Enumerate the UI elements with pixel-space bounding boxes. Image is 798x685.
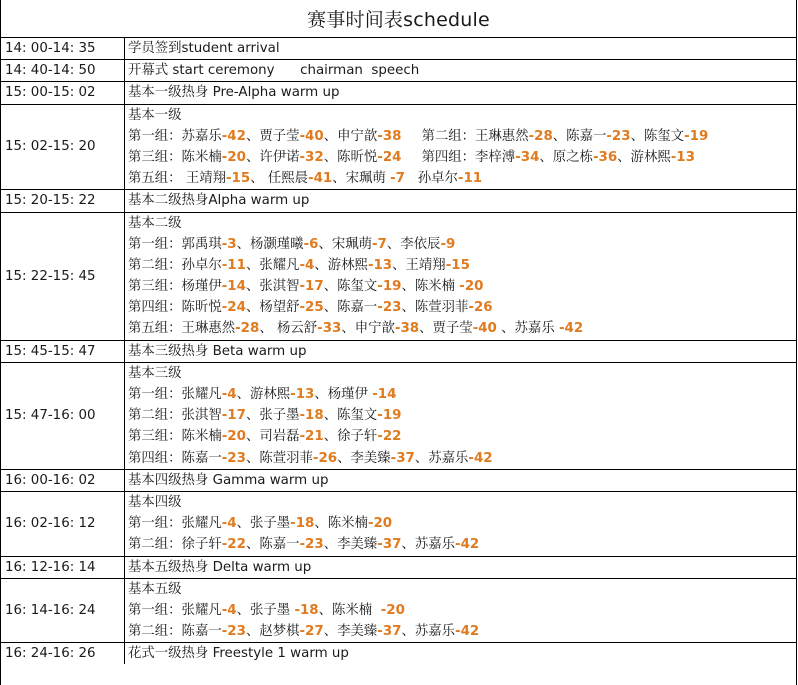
event-cell <box>125 60 797 82</box>
schedule-row <box>1 643 796 665</box>
participant-number: -23 <box>377 300 402 316</box>
text-segment: 、杨灏瑾曦 <box>236 236 304 252</box>
time-cell: 16: 00-16: 02 <box>1 469 125 491</box>
group-line <box>128 534 792 555</box>
participant-number: -11 <box>221 257 246 273</box>
participant-number: -23 <box>221 450 246 466</box>
participant-number: -24 <box>377 149 402 165</box>
participant-number: -19 <box>684 128 709 144</box>
participant-number: -36 <box>592 149 618 165</box>
participant-number: -3 <box>221 236 237 252</box>
group-line <box>128 276 792 297</box>
event-title <box>128 363 792 384</box>
time-cell: 16: 12-16: 14 <box>1 556 125 578</box>
text-segment: 、申宁歆 <box>341 321 395 337</box>
participant-number: -22 <box>377 429 402 445</box>
participant-number: -9 <box>440 236 456 252</box>
event-cell <box>125 491 797 556</box>
schedule-table <box>1 38 796 664</box>
text-segment: 第五组： 王靖翔 <box>128 171 226 187</box>
text-segment: 开幕式 start ceremony chairman speech <box>128 63 420 79</box>
participant-number: -4 <box>221 602 237 618</box>
participant-number: -22 <box>221 537 246 553</box>
schedule-rows <box>1 38 796 664</box>
text-segment: 、张子墨 <box>245 408 300 424</box>
event-title <box>128 38 792 59</box>
group-line <box>128 126 792 147</box>
group-line <box>128 621 792 642</box>
text-segment: 、司岩磊 <box>245 429 300 445</box>
group-line <box>128 255 792 276</box>
event-title <box>128 579 792 600</box>
text-segment: 、王靖翔 <box>392 257 446 273</box>
schedule-row <box>1 556 796 578</box>
schedule-row <box>1 578 796 643</box>
text-segment: 花式一级热身 Freestyle 1 warm up <box>128 646 349 662</box>
participant-number: -40 <box>472 321 497 337</box>
text-segment: 、陈玺文 <box>323 408 378 424</box>
text-segment: 、许伊诺 <box>245 149 300 165</box>
time-cell: 15: 20-15: 22 <box>1 190 125 212</box>
participant-number: -37 <box>390 450 415 466</box>
text-segment: 、陈嘉一 <box>245 537 300 553</box>
participant-number: -13 <box>670 149 695 165</box>
event-title <box>128 341 792 362</box>
text-segment: 、贾子莹 <box>419 321 473 337</box>
text-segment: 第四组：李梓溥 <box>421 149 516 165</box>
participant-number: -23 <box>299 537 324 553</box>
participant-number: -4 <box>221 387 237 402</box>
group-line <box>128 600 792 621</box>
text-segment: 基本三级 <box>128 365 182 381</box>
participant-number: -17 <box>221 408 246 424</box>
event-title <box>128 60 792 81</box>
text-segment: 第三组：杨瑾伊 <box>128 279 222 295</box>
text-segment: 、陈嘉一 <box>552 128 607 144</box>
text-segment: 、宋珮萌 <box>332 171 391 187</box>
text-segment: 、陈昕悦 <box>323 149 378 165</box>
participant-number: -42 <box>221 128 246 144</box>
text-segment: 、原之栋 <box>539 149 593 165</box>
schedule-title: 赛事时间表schedule <box>1 0 796 38</box>
schedule-row <box>1 38 796 60</box>
event-cell <box>125 38 797 60</box>
text-segment: 、申宁歆 <box>323 128 378 144</box>
participant-number: -18 <box>290 516 315 532</box>
text-segment: 、陈米楠 <box>401 279 460 295</box>
time-cell: 15: 00-15: 02 <box>1 82 125 104</box>
text-segment: 第五组：王琳惠然 <box>128 321 236 337</box>
text-segment: 、陈嘉一 <box>323 300 378 316</box>
group-line <box>128 234 792 255</box>
participant-number: -38 <box>394 321 420 337</box>
text-segment: 、贾子莹 <box>245 128 300 144</box>
group-line <box>128 513 792 534</box>
schedule-row <box>1 491 796 556</box>
text-segment: 基本二级 <box>128 215 182 231</box>
text-segment: 、张子墨 <box>236 516 291 532</box>
text-segment: 、陈萱羽菲 <box>245 450 313 466</box>
text-segment: 、杨瑾伊 <box>314 387 373 402</box>
group-line <box>128 384 792 405</box>
event-cell <box>125 643 797 665</box>
text-segment: 第三组：陈米楠 <box>128 149 222 165</box>
text-segment: 、李美臻 <box>323 537 378 553</box>
participant-number: -20 <box>367 516 393 532</box>
time-cell: 16: 02-16: 12 <box>1 491 125 556</box>
group-line <box>128 426 792 447</box>
text-segment: 、苏嘉乐 <box>401 624 456 640</box>
participant-number: -4 <box>299 257 315 273</box>
participant-number: -41 <box>308 171 333 187</box>
participant-number: -13 <box>367 257 393 273</box>
text-segment: 第一组：张耀凡 <box>128 602 222 618</box>
participant-number: -23 <box>221 624 246 640</box>
text-segment: 、苏嘉乐 <box>414 450 469 466</box>
text-segment: 、杨望舒 <box>245 300 300 316</box>
participant-number: -6 <box>303 236 319 252</box>
text-segment: 第一组：张耀凡 <box>128 387 222 402</box>
participant-number: -20 <box>221 149 246 165</box>
participant-number: -28 <box>528 128 553 144</box>
text-segment: 基本四级热身 Gamma warm up <box>128 472 329 488</box>
schedule-row <box>1 340 796 362</box>
text-segment: 第四组：陈嘉一 <box>128 450 222 466</box>
participant-number: -18 <box>294 602 319 618</box>
time-cell: 15: 47-16: 00 <box>1 362 125 469</box>
participant-number: -24 <box>221 300 246 316</box>
participant-number: -13 <box>290 387 315 402</box>
participant-number: -42 <box>455 537 480 553</box>
time-cell: 16: 24-16: 26 <box>1 643 125 665</box>
participant-number: -37 <box>377 624 402 640</box>
event-cell <box>125 104 797 190</box>
event-title <box>128 643 792 664</box>
text-segment: 、陈萱羽菲 <box>401 300 469 316</box>
participant-number: -34 <box>515 149 540 165</box>
text-segment: 第二组：孙卓尔 <box>128 257 222 273</box>
event-cell <box>125 469 797 491</box>
text-segment: 、 杨云舒 <box>259 321 318 337</box>
participant-number: -15 <box>445 257 470 273</box>
text-segment: 、陈玺文 <box>323 279 378 295</box>
participant-number: -37 <box>377 537 402 553</box>
text-segment: 、陈米楠 <box>318 602 381 618</box>
text-segment: 、李依辰 <box>386 236 441 252</box>
text-segment: 、徐子轩 <box>323 429 378 445</box>
participant-number: -23 <box>606 128 631 144</box>
participant-number: -11 <box>457 171 483 187</box>
participant-number: -20 <box>380 602 405 618</box>
participant-number: -42 <box>558 321 584 337</box>
text-segment: 第二组：王琳惠然 <box>421 128 529 144</box>
participant-number: -33 <box>317 321 342 337</box>
participant-number: -14 <box>221 279 246 295</box>
participant-number: -14 <box>372 387 397 402</box>
group-line <box>128 168 792 189</box>
text-segment: 基本一级热身 Pre-Alpha warm up <box>128 85 340 101</box>
participant-number: -18 <box>299 408 324 424</box>
text-segment: 基本二级热身Alpha warm up <box>128 193 310 209</box>
participant-number: -28 <box>235 321 260 337</box>
text-segment: 基本一级 <box>128 107 182 123</box>
participant-number: -20 <box>459 279 484 295</box>
schedule-row <box>1 82 796 104</box>
text-segment: 基本四级 <box>128 494 182 510</box>
schedule-row <box>1 104 796 190</box>
text-segment: 、游林熙 <box>314 257 368 273</box>
participant-number: -7 <box>390 171 405 187</box>
text-segment: 、李美臻 <box>323 624 378 640</box>
text-segment: 第一组：苏嘉乐 <box>128 128 222 144</box>
time-cell: 16: 14-16: 24 <box>1 578 125 643</box>
event-title <box>128 470 792 491</box>
text-segment: 第三组：陈米楠 <box>128 429 222 445</box>
text-segment: 、陈米楠 <box>314 516 368 532</box>
event-title <box>128 557 792 578</box>
participant-number: -26 <box>312 450 338 466</box>
participant-number: -7 <box>372 236 387 252</box>
text-segment: 、赵梦棋 <box>245 624 300 640</box>
text-segment: 第二组：张淇智 <box>128 408 222 424</box>
event-cell <box>125 190 797 212</box>
text-segment: 、游林熙 <box>236 387 291 402</box>
text-segment: 基本五级热身 Delta warm up <box>128 559 312 575</box>
text-segment: 、苏嘉乐 <box>401 537 456 553</box>
group-line <box>128 448 792 469</box>
participant-number: -42 <box>468 450 493 466</box>
participant-number: -38 <box>377 128 402 144</box>
participant-number: -15 <box>226 171 251 187</box>
participant-number: -19 <box>377 279 402 295</box>
time-cell: 15: 45-15: 47 <box>1 340 125 362</box>
event-title <box>128 492 792 513</box>
event-cell <box>125 556 797 578</box>
participant-number: -4 <box>221 516 237 532</box>
text-segment: 、 任熙晨 <box>250 171 309 187</box>
schedule-row <box>1 362 796 469</box>
text-segment: 、游林熙 <box>617 149 671 165</box>
text-segment: 第一组：郭禹琪 <box>128 236 222 252</box>
time-cell: 15: 02-15: 20 <box>1 104 125 190</box>
group-line <box>128 297 792 318</box>
schedule-row <box>1 212 796 340</box>
participant-number: -19 <box>377 408 402 424</box>
time-cell: 14: 40-14: 50 <box>1 60 125 82</box>
participant-number: -21 <box>299 429 324 445</box>
text-segment: 学员签到student arrival <box>128 41 280 56</box>
text-segment: 、张子墨 <box>236 602 295 618</box>
participant-number: -42 <box>455 624 480 640</box>
schedule-row <box>1 190 796 212</box>
group-line <box>128 147 792 168</box>
text-segment: 、苏嘉乐 <box>496 321 559 337</box>
participant-number: -20 <box>221 429 246 445</box>
participant-number: -27 <box>299 624 324 640</box>
group-line <box>128 318 792 339</box>
participant-number: -25 <box>299 300 324 316</box>
text-segment: 、宋珮萌 <box>318 236 372 252</box>
event-cell <box>125 578 797 643</box>
event-cell <box>125 340 797 362</box>
text-segment: 基本五级 <box>128 581 182 597</box>
text-segment: 、张耀凡 <box>245 257 300 273</box>
text-segment: 孙卓尔 <box>404 171 458 187</box>
text-segment: 第一组：张耀凡 <box>128 516 222 532</box>
time-cell: 14: 00-14: 35 <box>1 38 125 60</box>
text-segment: 、陈玺文 <box>630 128 685 144</box>
participant-number: -32 <box>299 149 324 165</box>
participant-number: -26 <box>468 300 493 316</box>
text-segment: 第二组：徐子轩 <box>128 537 222 553</box>
event-title <box>128 213 792 234</box>
event-title <box>128 190 792 211</box>
participant-number: -17 <box>299 279 324 295</box>
participant-number: -40 <box>299 128 324 144</box>
schedule-row <box>1 60 796 82</box>
time-cell: 15: 22-15: 45 <box>1 212 125 340</box>
text-segment: 第二组：陈嘉一 <box>128 624 222 640</box>
text-segment: 基本三级热身 Beta warm up <box>128 343 307 359</box>
event-title <box>128 82 792 103</box>
group-line <box>128 405 792 426</box>
schedule-row <box>1 469 796 491</box>
text-segment: 、李美臻 <box>337 450 391 466</box>
text-segment: 、张淇智 <box>245 279 300 295</box>
text-segment: 第四组：陈昕悦 <box>128 300 222 316</box>
event-cell <box>125 82 797 104</box>
event-title <box>128 105 792 126</box>
event-cell <box>125 212 797 340</box>
event-cell <box>125 362 797 469</box>
